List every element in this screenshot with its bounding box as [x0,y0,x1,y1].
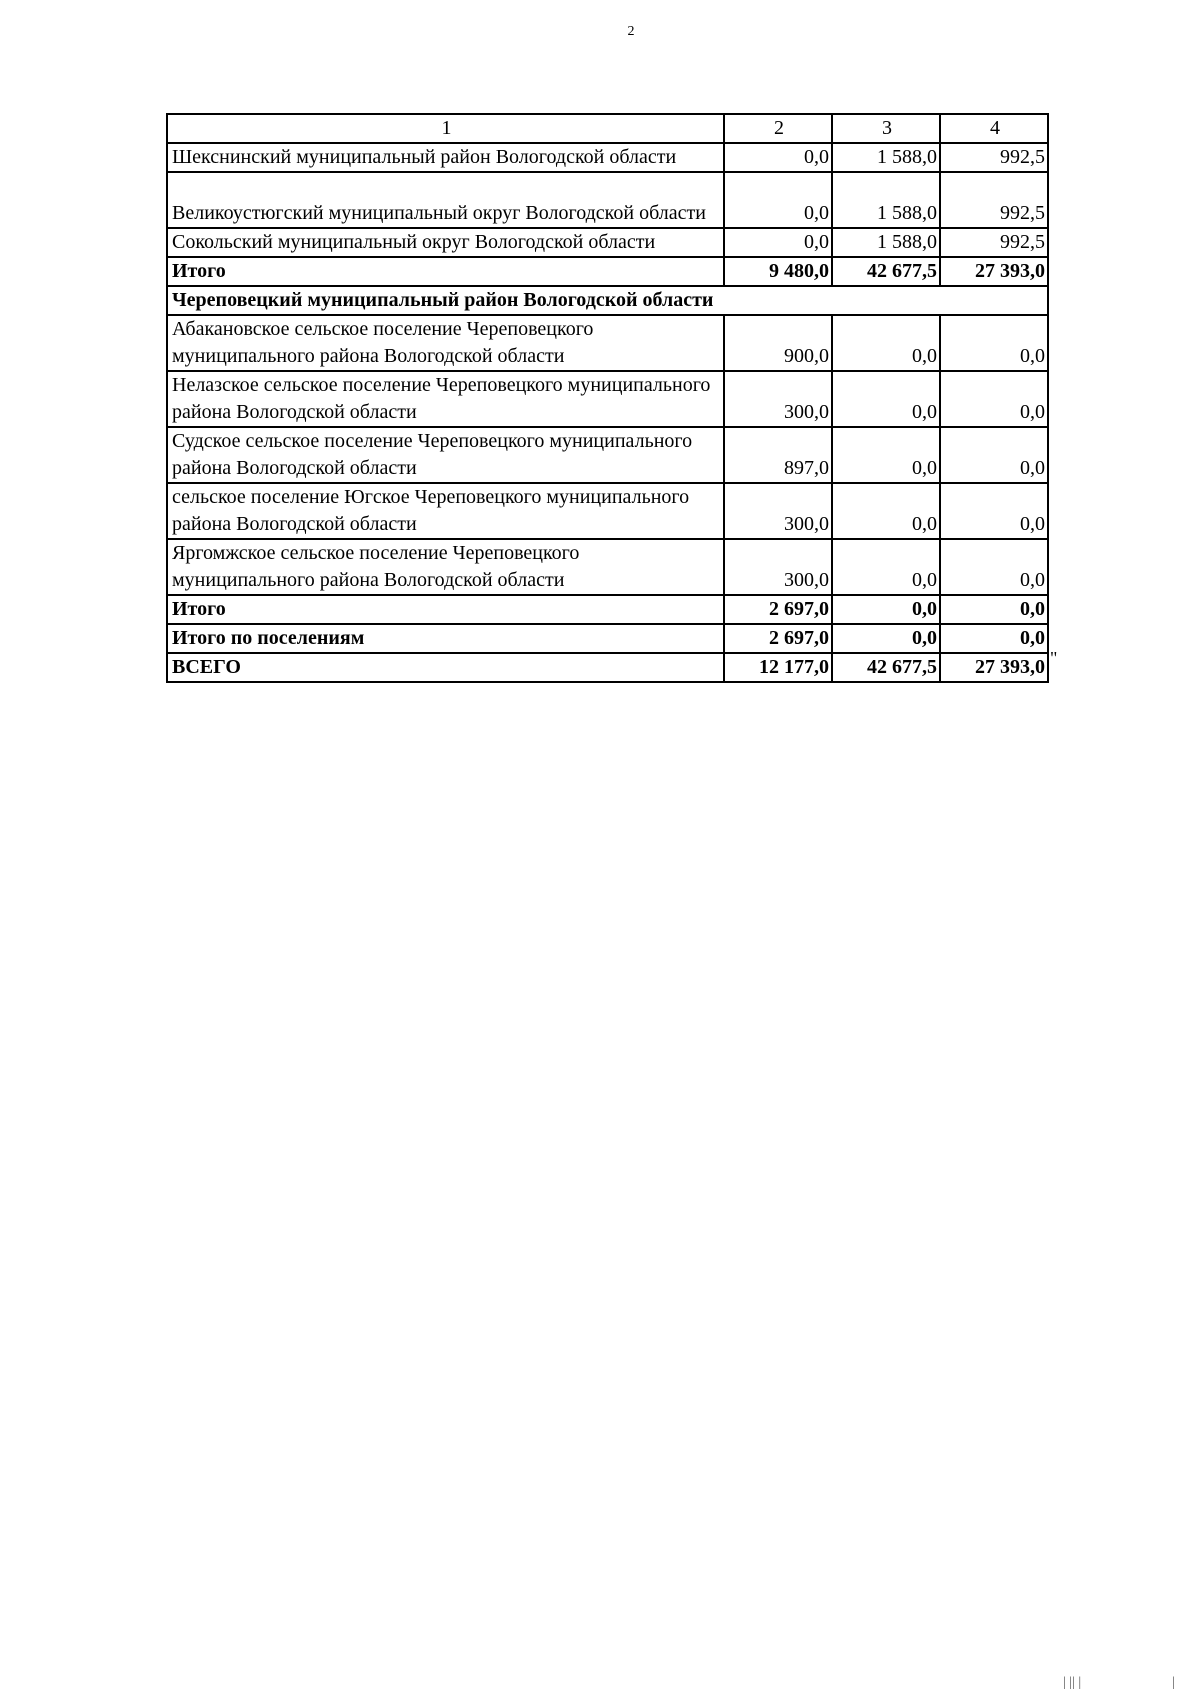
row-name: Сокольский муниципальный округ Вологодской области [167,228,724,257]
closing-quote: " [1050,648,1058,668]
row-name: Итого [167,257,724,286]
row-value-col2: 0,0 [724,228,832,257]
column-header: 4 [940,114,1048,143]
row-value-col2: 0,0 [724,143,832,172]
row-name: Итого [167,595,724,624]
row-value-col4: 992,5 [940,143,1048,172]
row-value-col3: 1 588,0 [832,143,940,172]
row-name: Абакановское сельское поселение Череповецкого муниципального района Вологодской области [167,315,724,371]
row-value-col2: 300,0 [724,539,832,595]
row-name: сельское поселение Югское Череповецкого муниципального района Вологодской области [167,483,724,539]
row-name: Итого по поселениям [167,624,724,653]
row-value-col4: 0,0 [940,624,1048,653]
row-value-col4: 27 393,0 [940,653,1048,682]
row-value-col2: 300,0 [724,483,832,539]
row-name: Великоустюгский муниципальный округ Вологодской области [167,172,724,228]
grand-total-row [167,653,1048,682]
section-header-row [167,286,1048,315]
table-row [167,483,1048,539]
row-value-col2: 12 177,0 [724,653,832,682]
row-value-col3: 1 588,0 [832,228,940,257]
table-row [167,427,1048,483]
row-value-col3: 42 677,5 [832,653,940,682]
scan-artifact: | || | [1063,1675,1082,1690]
table-row [167,371,1048,427]
row-name: Шекснинский муниципальный район Вологодской области [167,143,724,172]
column-header: 3 [832,114,940,143]
table-row [167,539,1048,595]
section-title: Череповецкий муниципальный район Вологодской области [167,286,1048,315]
row-value-col4: 0,0 [940,595,1048,624]
column-header: 2 [724,114,832,143]
settlements-total-row [167,624,1048,653]
data-table [166,113,1049,683]
row-value-col4: 992,5 [940,228,1048,257]
table-row [167,315,1048,371]
row-name: Яргомжское сельское поселение Череповецкого муниципального района Вологодской области [167,539,724,595]
row-value-col2: 900,0 [724,315,832,371]
row-value-col2: 300,0 [724,371,832,427]
row-value-col4: 0,0 [940,539,1048,595]
subtotal-row [167,595,1048,624]
row-value-col2: 2 697,0 [724,595,832,624]
row-value-col3: 0,0 [832,595,940,624]
row-value-col2: 897,0 [724,427,832,483]
page-number: 2 [627,24,635,39]
row-value-col4: 27 393,0 [940,257,1048,286]
table-header-row [167,114,1048,143]
row-value-col4: 992,5 [940,172,1048,228]
row-name: Нелазское сельское поселение Череповецкого муниципального района Вологодской области [167,371,724,427]
row-name: Судское сельское поселение Череповецкого муниципального района Вологодской области [167,427,724,483]
column-header: 1 [167,114,724,143]
row-value-col4: 0,0 [940,315,1048,371]
row-value-col2: 2 697,0 [724,624,832,653]
row-value-col3: 0,0 [832,371,940,427]
scan-artifact: | [1172,1675,1175,1690]
row-value-col2: 9 480,0 [724,257,832,286]
table-row [167,228,1048,257]
row-value-col3: 0,0 [832,315,940,371]
row-value-col3: 0,0 [832,483,940,539]
row-value-col3: 1 588,0 [832,172,940,228]
row-value-col3: 0,0 [832,624,940,653]
row-name: ВСЕГО [167,653,724,682]
table-row [167,172,1048,228]
row-value-col4: 0,0 [940,427,1048,483]
row-value-col3: 0,0 [832,427,940,483]
row-value-col4: 0,0 [940,371,1048,427]
subtotal-row [167,257,1048,286]
table-row [167,143,1048,172]
row-value-col3: 0,0 [832,539,940,595]
row-value-col2: 0,0 [724,172,832,228]
row-value-col4: 0,0 [940,483,1048,539]
row-value-col3: 42 677,5 [832,257,940,286]
